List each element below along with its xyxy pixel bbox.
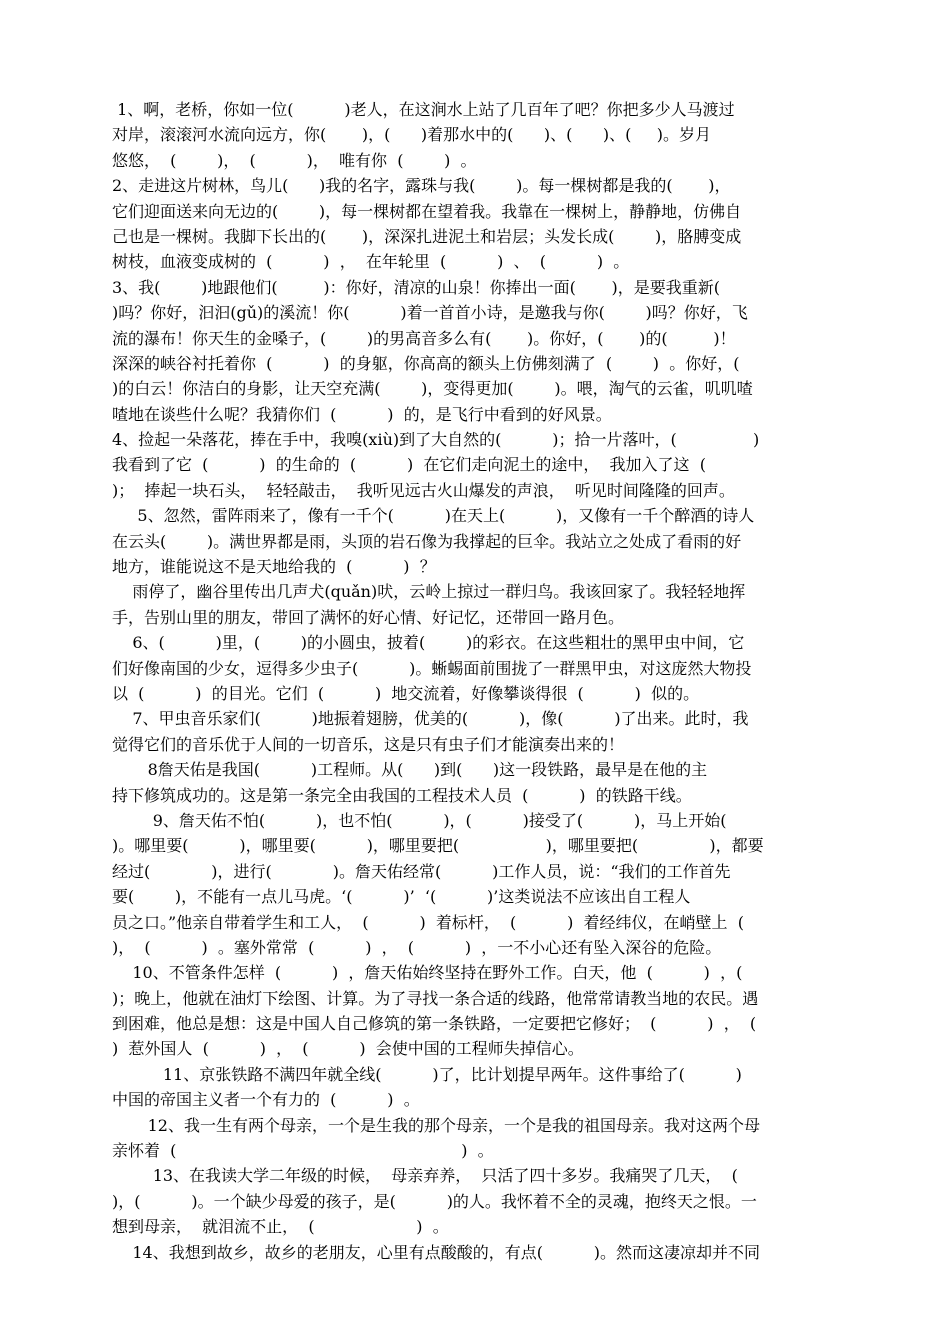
text-line: 们好像南国的少女，逗得多少虫子( )。蜥蜴面前围拢了一群黑甲虫，对这庞然大物投 <box>112 658 752 678</box>
text-line: 1、啊，老桥，你如一位( )老人，在这涧水上站了几百年了吧？你把多少人马渡过 <box>112 100 735 119</box>
text-line: 3、我( )地跟他们( )：你好，清凉的山泉！你捧出一面( )，是要我重新( <box>112 277 720 297</box>
text-line: 在云头( )。满世界都是雨，头顶的岩石像为我撑起的巨伞。我站立之处成了看雨的好 <box>112 531 742 551</box>
text-line: 流的瀑布！你天生的金嗓子，( )的男高音多么有( )。你好，( )的( )！ <box>112 328 736 348</box>
text-line: 9、詹天佑不怕( )，也不怕( )，( )接受了( )，马上开始( <box>112 810 727 830</box>
text-line: 要( )，不能有一点儿马虎。‘( )’ ‘( )’这类说法不应该出自工程人 <box>112 887 691 907</box>
text-line: 手，告别山里的朋友，带回了满怀的好心情、好记忆，还带回一路月色。 <box>112 607 625 627</box>
text-line: 中国的帝国主义者一个有力的 ( ) 。 <box>112 1090 420 1110</box>
text-line: )； 捧起一块石头， 轻轻敲击， 我听见远古火山爆发的声浪， 听见时间隆隆的回声。 <box>112 480 735 500</box>
text-line: )， ( ) 。塞外常常 ( ) ， ( ) ，一不小心还有坠入深谷的危险。 <box>112 937 722 957</box>
text-line: 2、走进这片树林，鸟儿( )我的名字，露珠与我( )。每一棵树都是我的( )， <box>112 176 731 196</box>
text-line: 觉得它们的音乐优于人间的一切音乐，这是只有虫子们才能演奏出来的！ <box>112 734 625 754</box>
text-line: 14、我想到故乡，故乡的老朋友，心里有点酸酸的，有点( )。然而这凄凉却并不同 <box>112 1242 761 1262</box>
text-line: 树枝，血液变成树的 ( ) ， 在年轮里 ( ) 、 ( ) 。 <box>112 252 630 272</box>
text-line: )；晚上，他就在油灯下绘图、计算。为了寻找一条合适的线路，他常常请教当地的农民。遇 <box>112 988 759 1008</box>
text-line: ) 惹外国人 ( ) ， ( ) 会使中国的工程师失掉信心。 <box>112 1039 584 1059</box>
text-line: 己也是一棵树。我脚下长出的( )，深深扎进泥土和岩层；头发长成( )，胳膊变成 <box>112 226 742 246</box>
text-line: 5、忽然，雷阵雨来了，像有一千个( )在天上( )，又像有一千个醉酒的诗人 <box>112 506 755 526</box>
text-line: )。哪里要( )，哪里要( )，哪里要把( )，哪里要把( )，都要 <box>112 836 764 856</box>
text-line: 悠悠， ( )， ( )， 唯有你 ( ) 。 <box>112 150 477 170</box>
text-line: 它们迎面送来向无边的( )，每一棵树都在望着我。我靠在一棵树上，静静地，仿佛自 <box>112 201 742 221</box>
text-line: 12、我一生有两个母亲，一个是生我的那个母亲，一个是我的祖国母亲。我对这两个母 <box>112 1115 760 1135</box>
text-line: 员之口。”他亲自带着学生和工人， ( ) 着标杆， ( ) 着经纬仪，在峭壁上 ( <box>112 912 744 932</box>
worksheet-text <box>112 97 864 1265</box>
text-line: )，( )。一个缺少母爱的孩子，是( )的人。我怀着不全的灵魂，抱终天之恨。一 <box>112 1191 757 1211</box>
text-line: )的白云！你洁白的身影，让天空充满( )，变得更加( )。喂，淘气的云雀，叽叽喳 <box>112 379 753 399</box>
text-line: 喳地在谈些什么呢？我猜你们 ( ) 的，是飞行中看到的好风景。 <box>112 404 612 424</box>
text-line: 6、( )里，( )的小圆虫，披着( )的彩衣。在这些粗壮的黑甲虫中间，它 <box>112 633 745 653</box>
text-line: 我看到了它 ( ) 的生命的 ( ) 在它们走向泥土的途中， 我加入了这 ( <box>112 455 706 475</box>
text-line: 经过( )，进行( )。詹天佑经常( )工作人员，说：“我们的工作首先 <box>112 861 731 881</box>
text-line: 11、京张铁路不满四年就全线( )了，比计划提早两年。这件事给了( ) <box>112 1064 742 1084</box>
text-line: 持下修筑成功的。这是第一条完全由我国的工程技术人员 ( ) 的铁路干线。 <box>112 785 692 805</box>
text-line: 对岸，滚滚河水流向远方，你( )，( )着那水中的( )、( )、( )。岁月 <box>112 125 712 145</box>
text-line: 雨停了，幽谷里传出几声犬(quǎn)吠，云岭上掠过一群归鸟。我该回家了。我轻轻地挥 <box>112 582 746 602</box>
text-line: 以 ( ) 的目光。它们 ( ) 地交流着，好像攀谈得很 ( ) 似的。 <box>112 683 700 703</box>
text-line: 4、捡起一朵落花，捧在手中，我嗅(xiù)到了大自然的( )；拾一片落叶，( ) <box>112 430 760 450</box>
text-line: 8詹天佑是我国( )工程师。从( )到( )这一段铁路，最早是在他的主 <box>112 760 708 780</box>
text-line: )吗？你好，汩汩(gǔ)的溪流！你( )着一首首小诗，是邀我与你( )吗？你好，飞 <box>112 303 748 323</box>
text-line: 到困难，他总是想：这是中国人自己修筑的第一条铁路，一定要把它修好； ( ) ， ( <box>112 1014 757 1034</box>
text-line: 13、在我读大学二年级的时候， 母亲弃养， 只活了四十多岁。我痛哭了几天， ( <box>112 1166 738 1186</box>
text-line: 亲怀着 ( ) 。 <box>112 1141 494 1161</box>
text-line: 深深的峡谷衬托着你 ( ) 的身躯，你高高的额头上仿佛刻满了 ( ) 。你好，( <box>112 353 740 373</box>
text-line: 地方，谁能说这不是天地给我的 ( ) ？ <box>112 557 436 577</box>
text-line: 想到母亲， 就泪流不止， ( ) 。 <box>112 1217 449 1237</box>
text-line: 7、甲虫音乐家们( )地振着翅膀，优美的( )，像( )了出来。此时，我 <box>112 709 749 729</box>
text-line: 10、不管条件怎样 ( ) ，詹天佑始终坚持在野外工作。白天，他 ( ) ，( <box>112 963 743 983</box>
